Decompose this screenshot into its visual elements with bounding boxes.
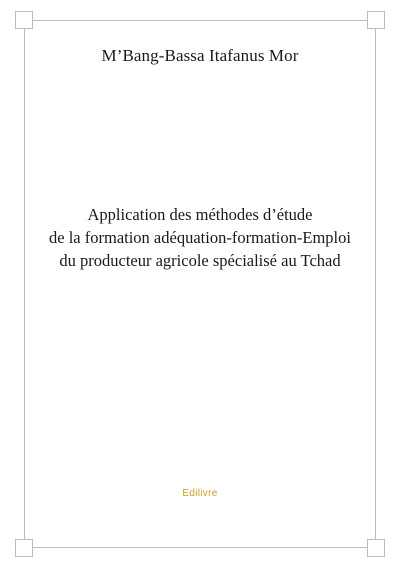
book-title — [30, 203, 370, 272]
title-line-3: du producteur agricole spécialisé au Tchad — [59, 251, 341, 270]
publisher-logo: Edilivre — [182, 488, 218, 499]
corner-square-bottom-right — [367, 539, 385, 557]
corner-square-top-left — [15, 11, 33, 29]
corner-square-bottom-left — [15, 539, 33, 557]
title-line-2: de la formation adéquation-formation-Emploi — [49, 228, 351, 247]
author-name: M’Bang-Bassa Itafanus Mor — [101, 46, 299, 65]
title-line-1: Application des méthodes d’étude — [87, 205, 313, 224]
corner-square-top-right — [367, 11, 385, 29]
cover-frame — [24, 20, 376, 548]
